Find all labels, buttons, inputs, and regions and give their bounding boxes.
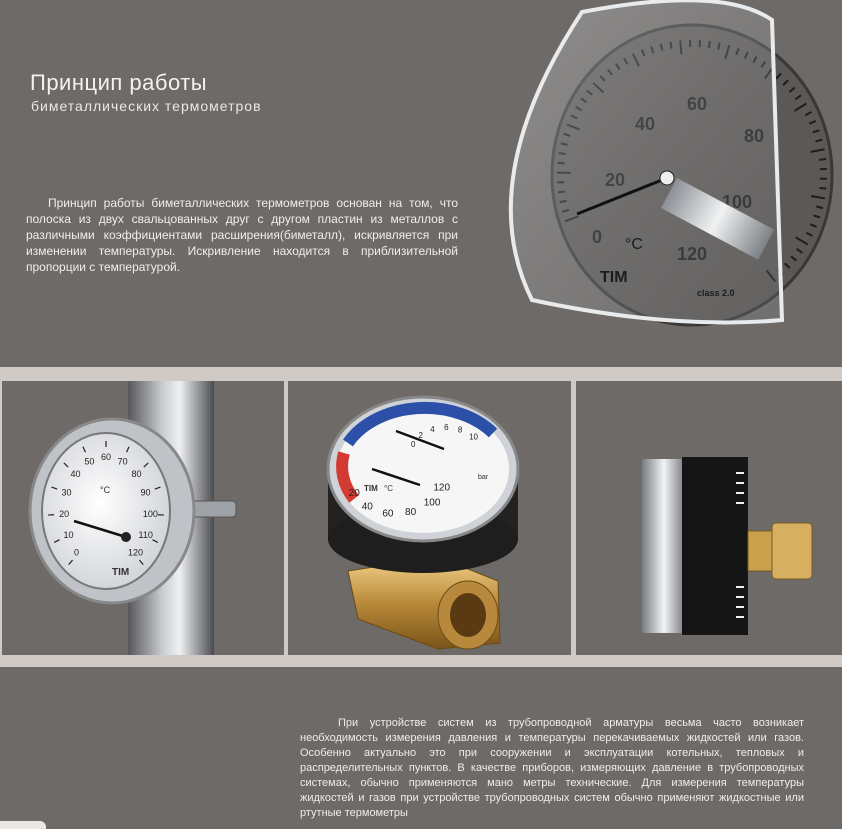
hero-scale-label: 40: [635, 114, 656, 134]
page-title: Принцип работы: [30, 70, 208, 95]
panel-pipe-thermometer: [2, 381, 284, 655]
tm-pressure-label: 2: [418, 430, 423, 440]
small-scale-label: 120: [127, 547, 144, 558]
small-scale-label: 100: [142, 509, 158, 520]
hero-scale-label: 0: [592, 227, 603, 247]
small-scale-label: 60: [101, 452, 112, 462]
panel-thermomanometer: [288, 381, 571, 655]
small-scale-label: 10: [63, 530, 74, 541]
hero-unit: °C: [625, 236, 643, 253]
hero-class-label: class 2.0: [697, 288, 735, 298]
panel-side-gauge: [576, 381, 842, 655]
tm-pressure-unit: bar: [478, 474, 489, 481]
corner-tab: [0, 821, 46, 829]
tm-pressure-label: 0: [411, 440, 416, 450]
small-scale-label: 30: [61, 487, 72, 498]
hero-tick: [819, 188, 826, 189]
hero-tick: [819, 159, 826, 160]
tm-pressure-label: 10: [469, 432, 478, 442]
tm-temp-label: 80: [405, 507, 417, 519]
tm-temp-label: 20: [348, 487, 360, 499]
small-scale-label: 20: [59, 509, 70, 520]
small-scale-label: 0: [74, 547, 80, 558]
hero-scale-label: 20: [605, 170, 626, 190]
tm-pressure-label: 8: [457, 425, 463, 435]
hero-scale-label: 60: [687, 94, 708, 114]
tm-unit: °C: [384, 484, 393, 493]
tm-temp-label: 120: [433, 482, 451, 494]
tm-temp-label: 100: [423, 497, 441, 509]
small-scale-label: 80: [131, 468, 142, 479]
hero-scale-label: 80: [744, 126, 765, 146]
tm-temp-label: 60: [382, 508, 394, 520]
page-subtitle: биметаллических термометров: [31, 98, 262, 114]
hero-thermometer-image: [472, 0, 842, 350]
hero-brand: TIM: [600, 269, 628, 286]
intro-paragraph: Принцип работы биметаллических термометров основан на том, что полоска из двух свальцованных друг с другом пластин из металлов с различными коэффициентами расширения(биметалл), искривляется при изменении температуры. Искривление находится в приблизительной пропорции с температурой.: [26, 196, 458, 274]
small-brand: TIM: [112, 567, 130, 578]
tm-pressure-label: 4: [430, 424, 435, 434]
small-scale-label: 70: [117, 456, 128, 467]
small-scale-label: 50: [84, 456, 95, 467]
small-scale-label: 110: [138, 530, 153, 541]
hero-scale-label: 120: [677, 244, 708, 264]
small-scale-label: 90: [140, 487, 151, 498]
product-strip: [0, 367, 842, 667]
bottom-paragraph: При устройстве систем из трубопроводной арматуры весьма часто возникает необходимость измерения давления и температуры перекачиваемых жидкостей или газов. Особенно актуально это при сооружении и эксплуатации котельных, тепловых и распределительных пунктов. В качестве приборов, измеряющих давление в трубопроводных системах, обычно применяются мано метры технические. Для измерения температуры жидкостей и газов при устройстве трубопроводных систем обычно применяют жидкостные или ртутные термометры: [300, 717, 804, 819]
small-unit: °C: [100, 485, 111, 495]
tm-temp-label: 40: [361, 501, 373, 513]
small-scale-label: 40: [70, 468, 81, 479]
gauge-rim: [642, 459, 686, 633]
glass-shell: [511, 0, 782, 322]
hero-scale-label: 100: [722, 192, 753, 212]
tm-pressure-label: 6: [444, 423, 449, 433]
tm-brand: TIM: [364, 484, 378, 493]
